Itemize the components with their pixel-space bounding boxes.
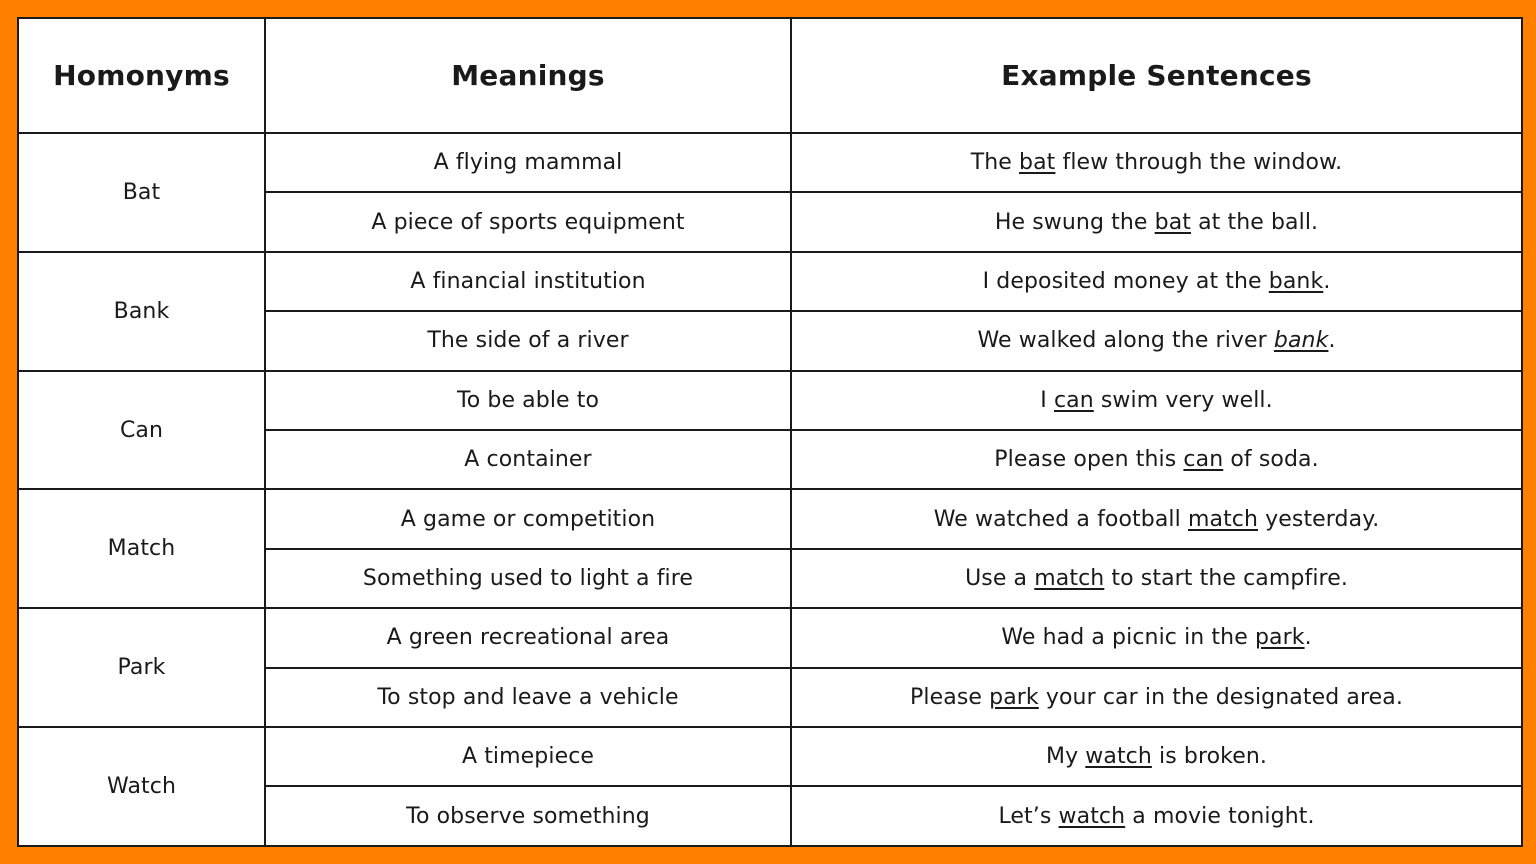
keyword: can [1053, 387, 1094, 413]
keyword: bat [1154, 209, 1191, 235]
header-meanings: Meanings [265, 18, 791, 133]
example-cell [791, 489, 1522, 548]
example-text: flew through the window. [1055, 150, 1343, 176]
example-cell [791, 549, 1522, 608]
homonym-cell: Match [18, 489, 265, 608]
keyword: park [989, 684, 1039, 710]
table-row [18, 133, 1522, 192]
keyword: match [1187, 506, 1259, 532]
example-text: of soda. [1223, 447, 1319, 473]
meaning-cell: The side of a river [265, 311, 791, 370]
example-cell [791, 192, 1522, 251]
keyword: bank [1273, 328, 1329, 354]
example-cell [791, 133, 1522, 192]
homonym-cell: Bank [18, 252, 265, 371]
homonyms-table [17, 17, 1523, 847]
example-cell [791, 727, 1522, 786]
meaning-cell: To be able to [265, 371, 791, 430]
example-text: a movie tonight. [1125, 803, 1315, 829]
meaning-cell: A timepiece [265, 727, 791, 786]
header-examples: Example Sentences [791, 18, 1522, 133]
example-text: Please open this [994, 447, 1184, 473]
keyword: watch [1058, 803, 1126, 829]
example-text: I [1040, 387, 1054, 413]
keyword: park [1254, 625, 1305, 651]
table-row [18, 489, 1522, 548]
homonym-cell: Park [18, 608, 265, 727]
table-row [18, 727, 1522, 786]
example-cell [791, 371, 1522, 430]
meaning-cell: A game or competition [265, 489, 791, 548]
header-row [18, 18, 1522, 133]
example-cell [791, 668, 1522, 727]
keyword: can [1183, 447, 1224, 473]
example-text: is broken. [1151, 744, 1267, 770]
example-text: I deposited money at the [982, 269, 1269, 295]
example-text: . [1304, 625, 1312, 651]
homonym-cell: Can [18, 371, 265, 490]
example-text: We walked along the river [977, 328, 1274, 354]
header-homonyms: Homonyms [18, 18, 265, 133]
example-cell [791, 430, 1522, 489]
meaning-cell: Something used to light a fire [265, 549, 791, 608]
homonym-cell: Bat [18, 133, 265, 252]
meaning-cell: To observe something [265, 786, 791, 846]
example-text: Use a [965, 566, 1035, 592]
example-text: We had a picnic in the [1001, 625, 1255, 651]
example-text: We watched a football [933, 506, 1188, 532]
meaning-cell: A container [265, 430, 791, 489]
example-text: Please [910, 684, 990, 710]
keyword: bat [1019, 150, 1056, 176]
example-text: your car in the designated area. [1038, 684, 1403, 710]
example-text: My [1045, 744, 1086, 770]
homonyms-table-frame [17, 17, 1521, 847]
example-text: . [1323, 269, 1331, 295]
keyword: watch [1085, 744, 1152, 770]
meaning-cell: A flying mammal [265, 133, 791, 192]
table-row [18, 371, 1522, 430]
example-text: He swung the [994, 209, 1155, 235]
example-cell [791, 608, 1522, 667]
example-text: . [1328, 328, 1336, 354]
example-text: The [970, 150, 1020, 176]
example-text: yesterday. [1258, 506, 1380, 532]
homonym-cell: Watch [18, 727, 265, 846]
meaning-cell: To stop and leave a vehicle [265, 668, 791, 727]
example-text: to start the campfire. [1104, 566, 1348, 592]
example-cell [791, 252, 1522, 311]
meaning-cell: A green recreational area [265, 608, 791, 667]
example-cell [791, 311, 1522, 370]
example-cell [791, 786, 1522, 846]
meaning-cell: A piece of sports equipment [265, 192, 791, 251]
example-text: swim very well. [1093, 387, 1273, 413]
meaning-cell: A financial institution [265, 252, 791, 311]
example-text: at the ball. [1191, 209, 1319, 235]
example-text: Let’s [998, 803, 1059, 829]
keyword: match [1034, 566, 1105, 592]
table-row [18, 608, 1522, 667]
keyword: bank [1268, 269, 1324, 295]
table-row [18, 252, 1522, 311]
